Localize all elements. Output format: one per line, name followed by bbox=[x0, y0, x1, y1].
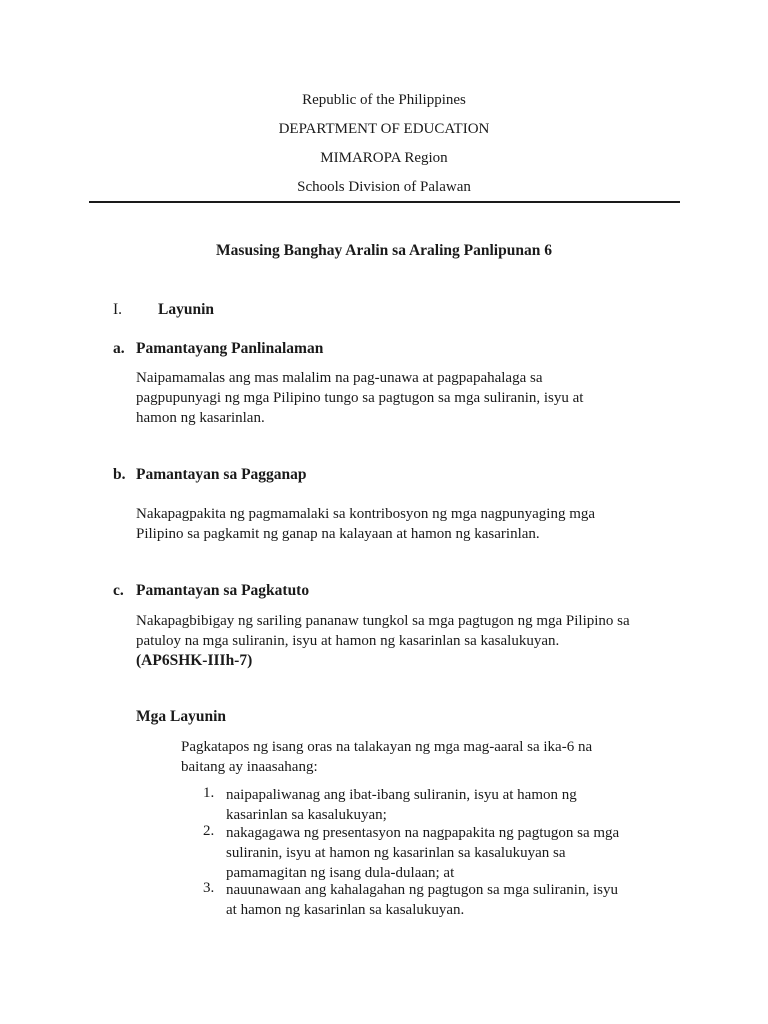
paragraph-a-line: Naipamamalas ang mas malalim na pag-unawa at pagpapahalaga sa bbox=[136, 370, 543, 386]
header-region: MIMAROPA Region bbox=[320, 150, 448, 166]
list-item bbox=[226, 880, 618, 920]
paragraph-c-line: Nakapagbibigay ng sariling pananaw tungkol sa mga pagtugon ng mga Pilipino sa bbox=[136, 613, 630, 629]
paragraph-c bbox=[136, 611, 630, 671]
paragraph-a-line: pagpupunyagi ng mga Pilipino tungo sa pagtugon sa mga suliranin, isyu at bbox=[136, 390, 584, 406]
list-item bbox=[226, 823, 619, 883]
header-department: DEPARTMENT OF EDUCATION bbox=[278, 121, 490, 137]
list-item-line: suliranin, isyu at hamon ng kasarinlan sa kasalukuyan sa bbox=[226, 845, 566, 861]
heading-pamantayan-sa-pagganap: Pamantayan sa Pagganap bbox=[136, 466, 307, 483]
list-number: 2. bbox=[203, 823, 215, 839]
item-letter-b: b. bbox=[113, 466, 126, 483]
heading-mga-layunin: Mga Layunin bbox=[136, 708, 227, 725]
list-item-line: kasarinlan sa kasalukuyan; bbox=[226, 807, 387, 823]
list-item-line: nakagagawa ng presentasyon na nagpapakita ng pagtugon sa mga bbox=[226, 825, 620, 841]
document-title: Masusing Banghay Aralin sa Araling Panlipunan 6 bbox=[216, 242, 552, 259]
objectives-intro-line: baitang ay inaasahang: bbox=[181, 759, 318, 775]
paragraph-b-line: Nakapagpakita ng pagmamalaki sa kontribosyon ng mga nagpunyaging mga bbox=[136, 506, 596, 522]
objectives-intro-line: Pagkatapos ng isang oras na talakayan ng mga mag-aaral sa ika-6 na bbox=[181, 739, 593, 755]
header-division: Schools Division of Palawan bbox=[297, 179, 471, 195]
paragraph-c-line: patuloy na mga suliranin, isyu at hamon ng kasarinlan sa kasalukuyan. bbox=[136, 633, 560, 649]
section-heading-layunin: Layunin bbox=[158, 301, 215, 318]
paragraph-b bbox=[136, 504, 595, 544]
list-item-line: at hamon ng kasarinlan sa kasalukuyan. bbox=[226, 902, 465, 918]
header-republic: Republic of the Philippines bbox=[302, 92, 466, 108]
paragraph-a bbox=[136, 368, 583, 428]
list-item-line: nauunawaan ang kahalagahan ng pagtugon sa mga suliranin, isyu bbox=[226, 882, 618, 898]
paragraph-a-line: hamon ng kasarinlan. bbox=[136, 410, 265, 426]
paragraph-b-line: Pilipino sa pagkamit ng ganap na kalayaan at hamon ng kasarinlan. bbox=[136, 526, 540, 542]
item-letter-a: a. bbox=[113, 340, 125, 357]
competency-code: (AP6SHK-IIIh-7) bbox=[136, 652, 253, 669]
heading-pamantayang-panlinalaman: Pamantayang Panlinalaman bbox=[136, 340, 324, 357]
header-divider bbox=[89, 201, 680, 203]
list-item bbox=[226, 785, 577, 825]
item-letter-c: c. bbox=[113, 582, 124, 599]
list-item-line: naipapaliwanag ang ibat-ibang suliranin, isyu at hamon ng bbox=[226, 787, 577, 803]
heading-pamantayan-sa-pagkatuto: Pamantayan sa Pagkatuto bbox=[136, 582, 310, 599]
list-item-line: pamamagitan ng isang dula-dulaan; at bbox=[226, 865, 455, 881]
list-number: 3. bbox=[203, 880, 215, 896]
section-number: I. bbox=[113, 301, 123, 318]
list-number: 1. bbox=[203, 785, 215, 801]
objectives-intro bbox=[181, 737, 592, 777]
